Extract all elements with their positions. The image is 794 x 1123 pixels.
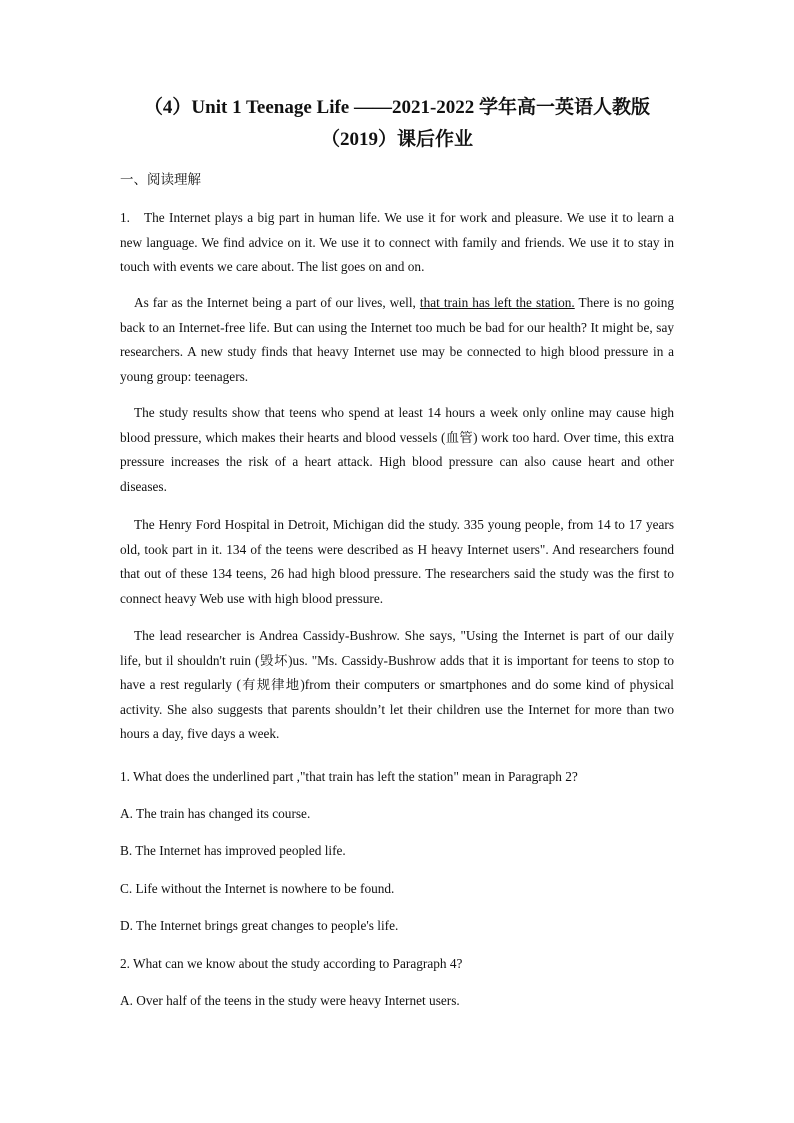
document-title-line-2: （2019）课后作业 [320, 129, 473, 150]
passage-paragraph-5: The lead researcher is Andrea Cassidy-Bushrow. She says, "Using the Internet is part of our daily life, but il shouldn't ruin (毁坏)us. "Ms. Cassidy-Bushrow adds that it is important for teens to stop to have a rest regularly (有规律地)from their computers or smartphones and do some kind of physical activity. She also suggests that parents shouldn’t let their children use the Internet for more than two hours a day, five days a week. [120, 628, 674, 742]
underlined-phrase: that train has left the station. [419, 295, 575, 310]
question-1-option-b: B. The Internet has improved peopled life. [120, 843, 346, 858]
document-title-line-1: （4）Unit 1 Teenage Life ——2021-2022 学年高一英语人教版 [143, 97, 651, 118]
passage-paragraph-3: The study results show that teens who spend at least 14 hours a week only online may cause high blood pressure, which makes their hearts and blood vessels (血管) work too hard. Over time, this extra pressure increases the risk of a heart attack. High blood pressure can also cause heart and other diseases. [120, 405, 674, 494]
passage-paragraph-1 [120, 206, 674, 280]
paragraph-2-text-before: As far as the Internet being a part of our lives, well, [134, 295, 420, 310]
question-1-option-d: D. The Internet brings great changes to people's life. [120, 918, 399, 933]
passage-paragraph-4: The Henry Ford Hospital in Detroit, Michigan did the study. 335 young people, from 14 to 17 years old, took part in it. 134 of the teens were described as H heavy Internet users". And researchers found that out of these 134 teens, 26 had high blood pressure. The researchers said the study was the first to connect heavy Web use with high blood pressure. [120, 517, 674, 606]
question-number: 1. [120, 210, 130, 225]
passage-paragraph-2 [120, 291, 674, 389]
paragraph-1-text: The Internet plays a big part in human life. We use it for work and pleasure. We use it to learn a new language. We find advice on it. We use it to connect with family and friends. We use it to stay in touch with events we care about. The list goes on and on. [120, 210, 674, 275]
question-1-stem: 1. What does the underlined part ,"that train has left the station" mean in Paragraph 2? [120, 769, 578, 784]
question-1-option-c: C. Life without the Internet is nowhere to be found. [120, 881, 395, 896]
paragraph-2-text-after: There is no going back to an Internet-free life. But can using the Internet too much be bad for our health? It might be, say researchers. A new study finds that heavy Internet use may be connected to high blood pressure in a young group: teenagers. [120, 295, 674, 384]
section-heading: 一、阅读理解 [120, 172, 201, 187]
question-2-stem: 2. What can we know about the study according to Paragraph 4? [120, 956, 463, 971]
question-1-option-a: A. The train has changed its course. [120, 806, 311, 821]
question-2-option-a: A. Over half of the teens in the study were heavy Internet users. [120, 993, 460, 1008]
